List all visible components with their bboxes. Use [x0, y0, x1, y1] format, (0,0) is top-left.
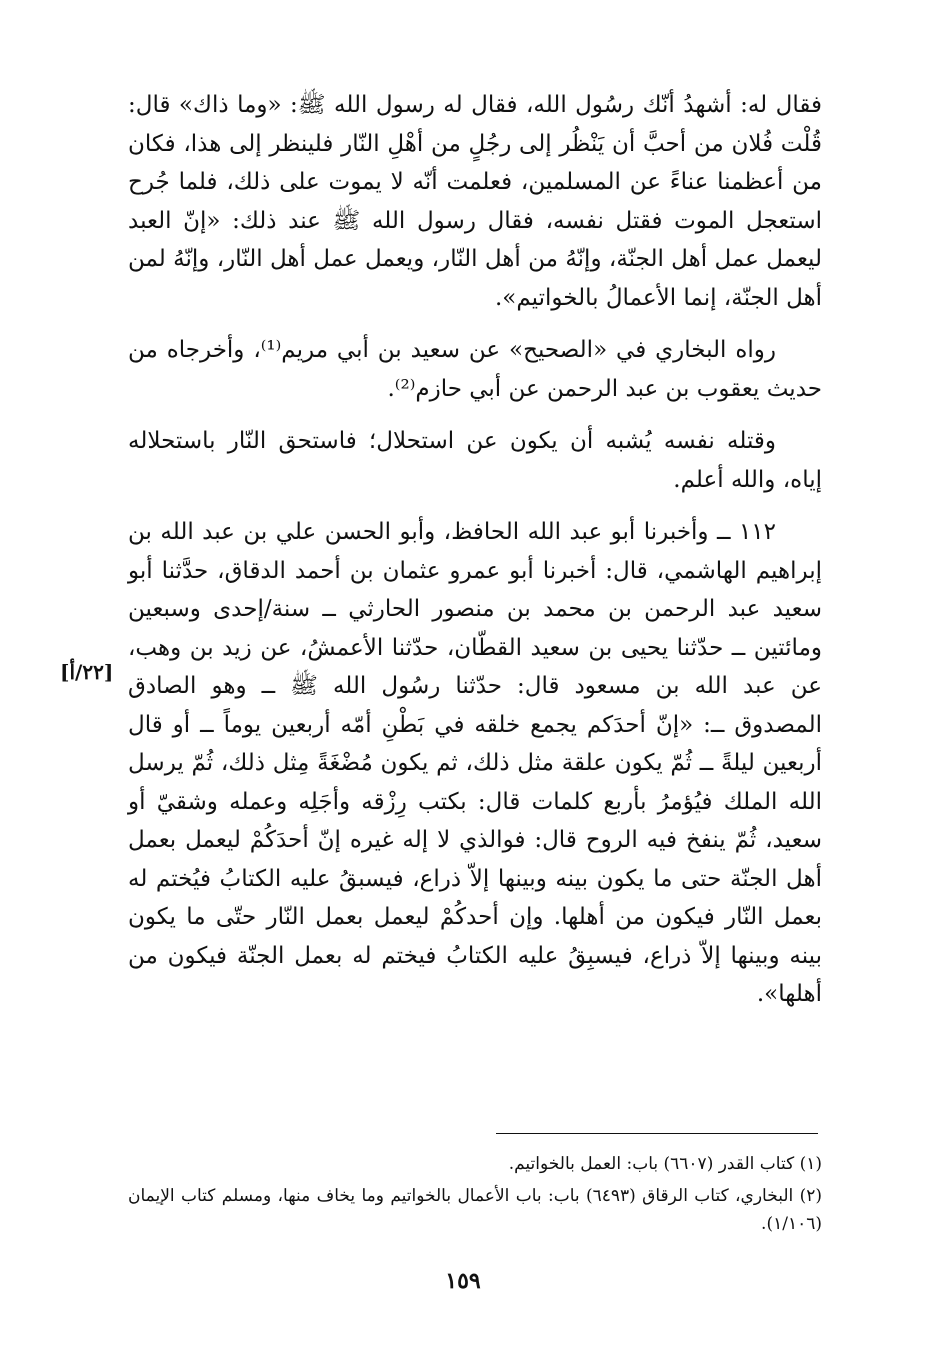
- manuscript-folio-reference: [٢٢/أ]: [60, 660, 114, 684]
- page-number: ١٥٩: [445, 1268, 481, 1294]
- footnote-divider: [496, 1133, 818, 1134]
- paragraph-hadith-112: ١١٢ ــ وأخبرنا أبو عبد الله الحافظ، وأبو الحسن علي بن عبد الله بن إبراهيم الهاشمي، قال: أخبرنا أبو عمرو عثمان بن أحمد الدقاق، حدَّثنا أبو سعيد عبد الرحمن بن محمد بن منصور الحارثي ــ سنة/إحدى وسبعين ومائتين ــ حدّثنا يحيى بن سعيد القطّان، حدّثنا الأعمشُ، عن زيد بن وهب، عن عبد الله بن مسعود قال: حدّثنا رسُول الله ﷺ ــ وهو الصادق المصدوق ــ: «إنّ أحدَكم يجمع خلقه في بَطْنِ أمّه أربعين يوماً ــ أو قال أربعين ليلةً ــ ثُمّ يكون علقة مثل ذلك، ثم يكون مُضْغَةً مِثل ذلك، ثُمّ يرسل الله الملك فيُؤمرُ بأربع كلمات قال: بكتب رِزْقه وأجَلِه وعمله وشقيّ أو سعيد، ثُمّ ينفخ فيه الروح قال: فوالذي لا إله غيره إنّ أحدَكُمْ ليعمل بعمل أهل الجنّة حتى ما يكون بينه وبينها إلاّ ذراع، فيسبقُ عليه الكتابُ فيُختم له بعمل النّار فيكون من أهلها. وإن أحدكُمْ ليعمل بعمل النّار حتّى ما يكون بينه وبينها إلاّ ذراع، فيسبِقُ عليه الكتابُ فيختم له بعمل الجنّة فيكون من أهلها».: [128, 519, 822, 1007]
- footnote-1: (١) كتاب القدر (٦٦٠٧) باب: العمل بالخواتيم.: [508, 1154, 822, 1174]
- paragraph-hadith-ending: فقال له: أشهدُ أنّك رسُول الله، فقال له رسول الله ﷺ: «وما ذاك» قال: قُلْت فُلان من أحبَّ أن يَنْظُر إلى رجُلٍ من أهْلِ النّار فلينظر إلى هذا، فكان من أعظمنا عناءً عن المسلمين، فعلمت أنّه لا يموت على ذلك، فلما جُرح استعجل الموت فقتل نفسه، فقال رسول الله ﷺ عند ذلك: «إنّ العبد ليعمل عمل أهل الجنّة، وإنّهُ من أهل النّار، ويعمل عمل أهل النّار، وإنّهُ لمن أهل الجنّة، إنما الأعمالُ بالخواتيم».: [128, 92, 822, 311]
- footnote-2: (٢) البخاري، كتاب الرقاق (٦٤٩٣) باب: باب الأعمال بالخواتيم وما يخاف منها، ومسلم كتاب الإيمان (١/١٠٦).: [128, 1186, 822, 1234]
- main-text: [128, 86, 822, 1014]
- footnotes: [128, 1150, 822, 1238]
- paragraph-narration-source: رواه البخاري في «الصحيح» عن سعيد بن أبي مريم⁽¹⁾، وأخرجاه من حديث يعقوب بن عبد الرحمن عن أبي حازم⁽²⁾.: [128, 337, 822, 402]
- paragraph-commentary: وقتله نفسه يُشبه أن يكون عن استحلال؛ فاستحق النّار باستحلاله إياه، والله أعلم.: [128, 428, 822, 493]
